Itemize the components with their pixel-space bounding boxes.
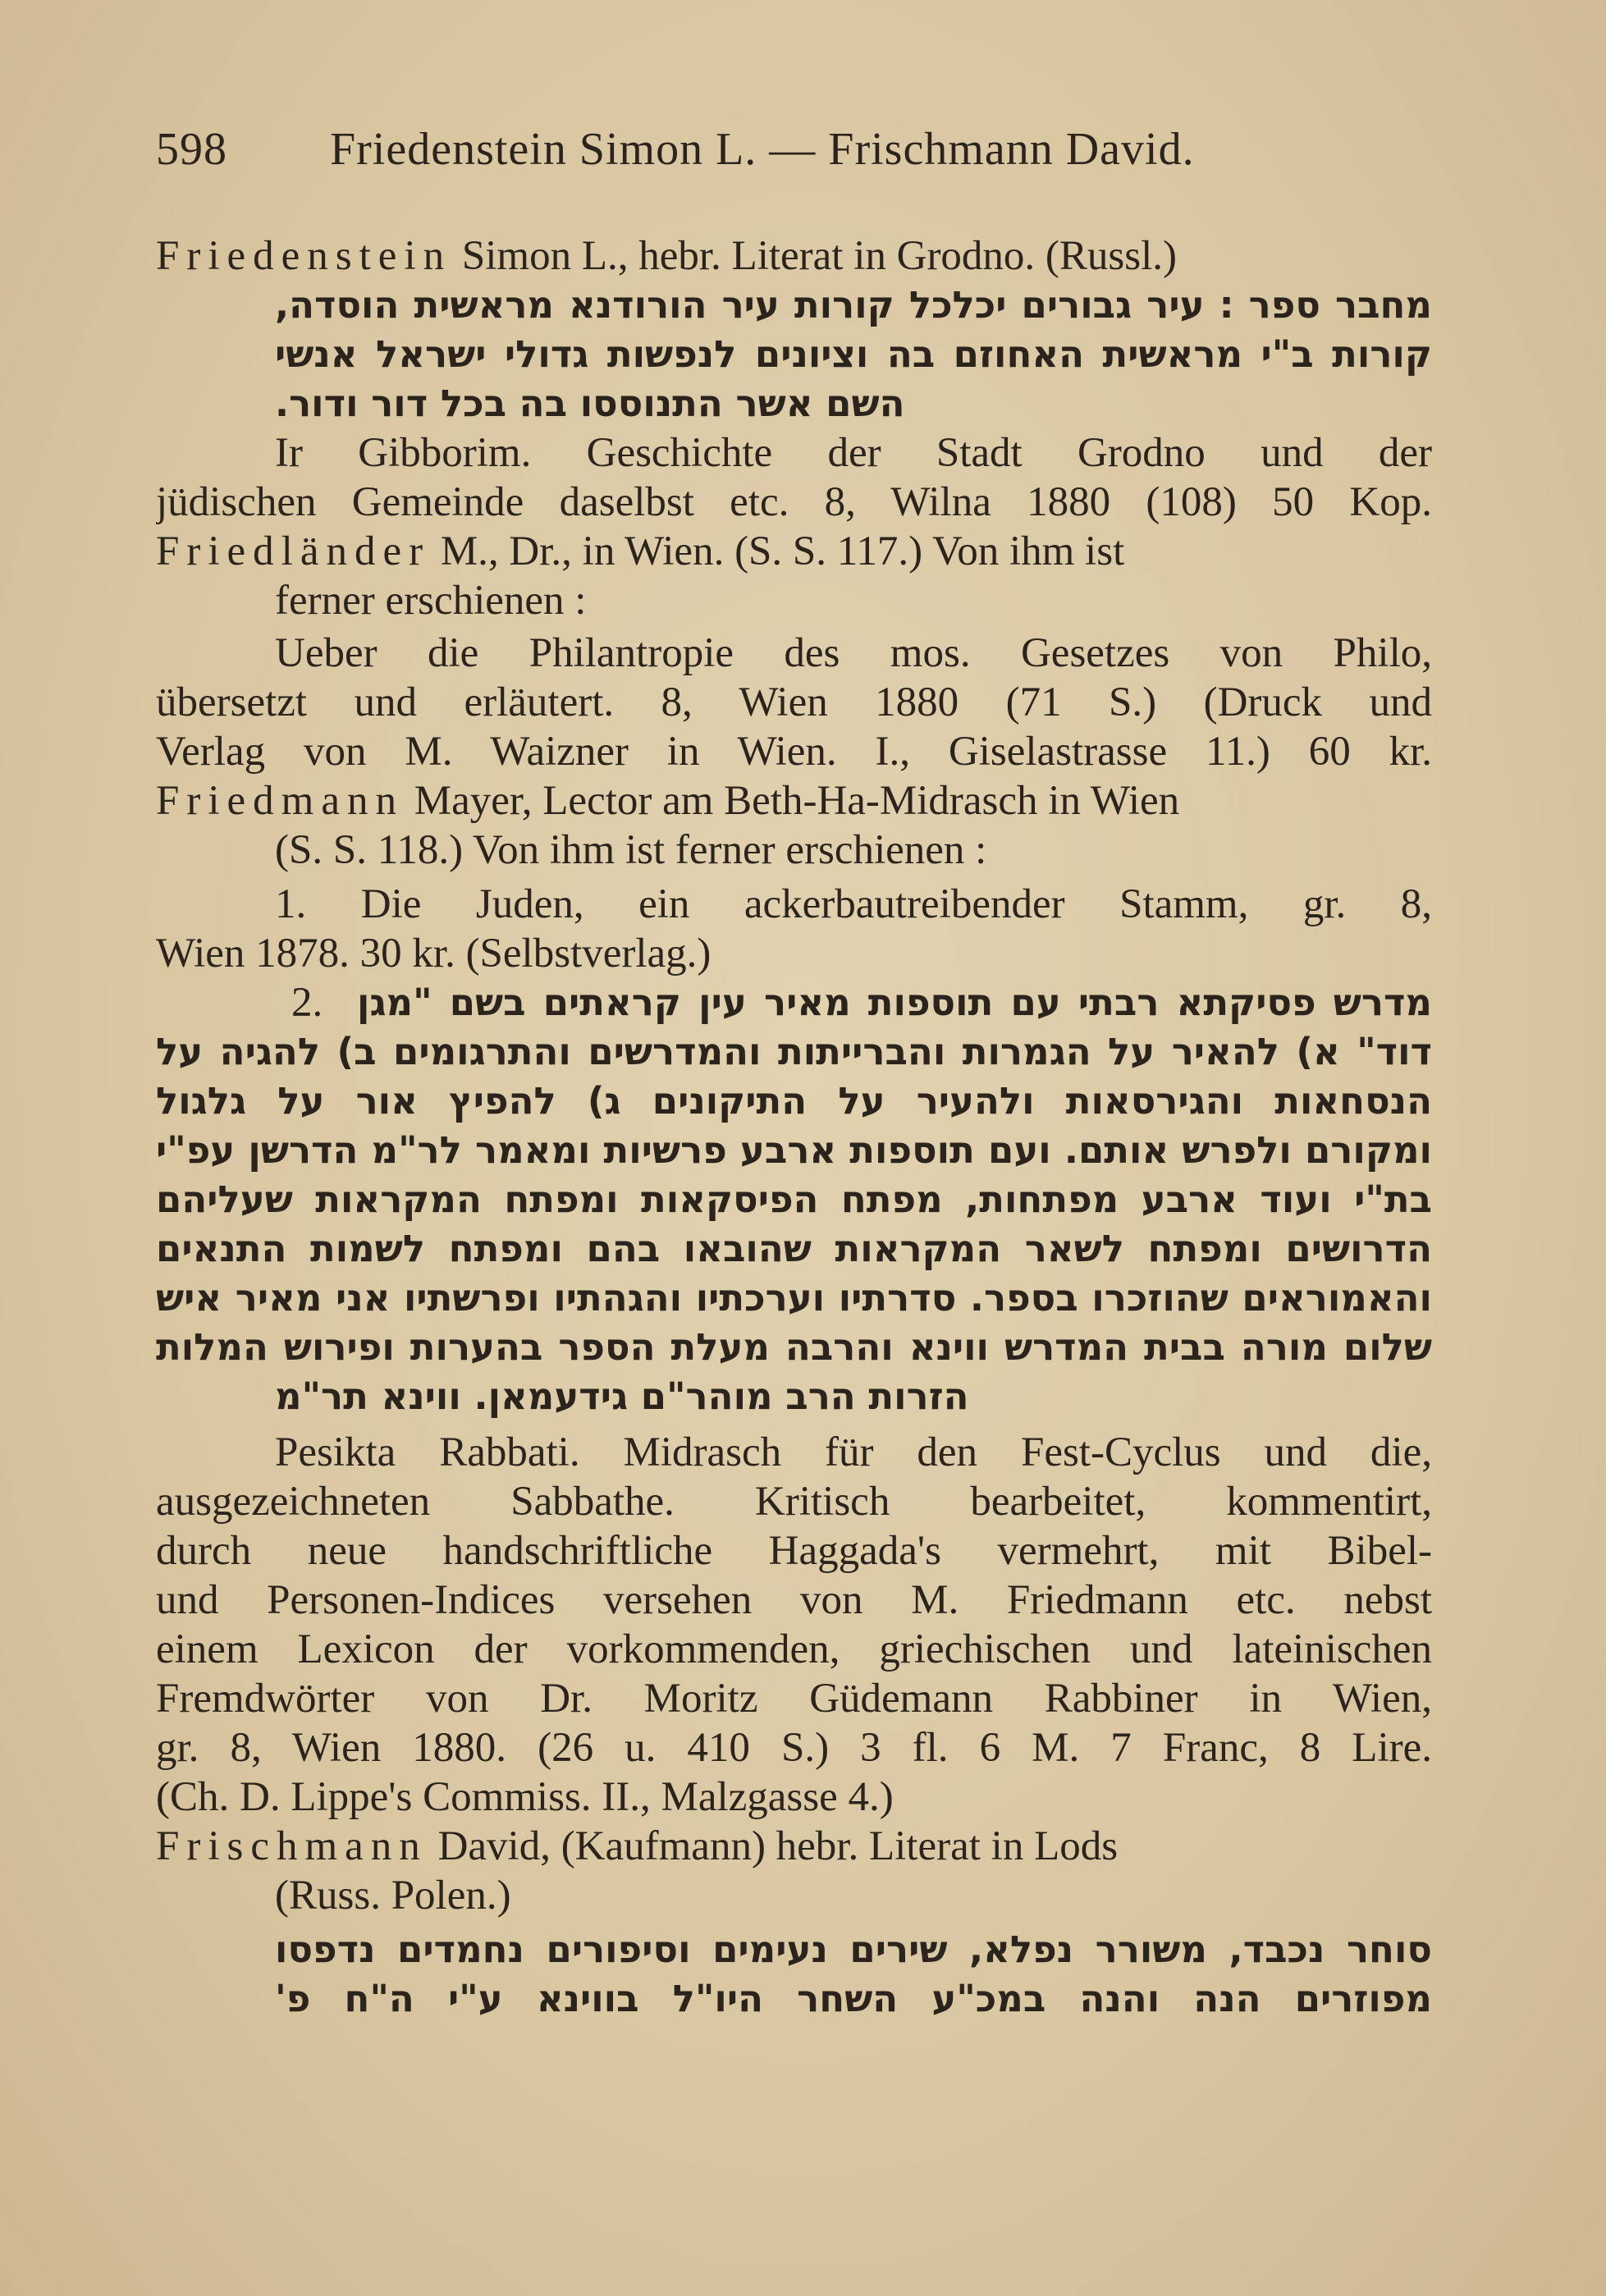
entry-name: Friedenstein bbox=[156, 233, 452, 279]
work-item-1: 1. Die Juden, ein ackerbautreibender Stamm, gr. 8, bbox=[275, 881, 1432, 927]
entry-heading bbox=[156, 231, 1432, 281]
hebrew-line: מחבר ספר : עיר גבורים יכלכל קורות עיר הורודנא מראשית הוסדה, bbox=[275, 283, 1432, 327]
hebrew-line: הדרושים ומפתח לשאר המקראות שהובאו בהם ומפתח לשמות התנאים bbox=[156, 1227, 1432, 1270]
book-detail-line: und Personen-Indices versehen von M. Friedmann etc. nebst bbox=[156, 1577, 1432, 1623]
entry-heading-text: Mayer, Lector am Beth-Ha-Midrasch in Wien bbox=[403, 778, 1180, 824]
book-detail-line: jüdischen Gemeinde daselbst etc. 8, Wilna 1880 (108) 50 Kop. bbox=[156, 479, 1432, 525]
book-title-line: Pesikta Rabbati. Midrasch für den Fest-Cyclus und die, bbox=[275, 1429, 1432, 1475]
entry-friedenstein bbox=[156, 231, 1432, 527]
book-detail-line: ausgezeichneten Sabbathe. Kritisch bearbeitet, kommentirt, bbox=[156, 1479, 1432, 1525]
book-detail-line: einem Lexicon der vorkommenden, griechischen und lateinischen bbox=[156, 1626, 1432, 1672]
hebrew-line: ומקורם ולפרש אותם. ועם תוספות ארבע פרשיות ומאמר לר"מ הדרשן עפ"י bbox=[156, 1128, 1432, 1172]
book-detail-line: durch neue handschriftliche Haggada's vermehrt, mit Bibel- bbox=[156, 1528, 1432, 1574]
page-body bbox=[156, 231, 1432, 2024]
running-title: Friedenstein Simon L. — Frischmann David. bbox=[330, 124, 1195, 175]
entry-heading-cont: (S. S. 118.) Von ihm ist ferner erschienen : bbox=[275, 827, 987, 873]
hebrew-line: סוחר נכבד, משורר נפלא, שירים נעימים וסיפורים נחמדים נדפסו bbox=[275, 1928, 1432, 1971]
hebrew-line: שלום מורה בבית המדרש ווינא והרבה מעלת הספר בהערות ופירוש המלות bbox=[156, 1325, 1432, 1369]
entry-heading bbox=[156, 1822, 1432, 1871]
book-title-line: Ueber die Philantropie des mos. Gesetzes von Philo, bbox=[275, 630, 1432, 676]
book-detail-line: Fremdwörter von Dr. Moritz Güdemann Rabbiner in Wien, bbox=[156, 1676, 1432, 1722]
entry-heading bbox=[156, 776, 1432, 826]
entry-heading bbox=[156, 527, 1432, 576]
book-detail-line: Verlag von M. Waizner in Wien. I., Giselastrasse 11.) 60 kr. bbox=[156, 729, 1432, 775]
book-title-line: Ir Gibborim. Geschichte der Stadt Grodno und der bbox=[275, 430, 1432, 476]
hebrew-line: קורות ב"י מראשית האחוזם בה וציונים לנפשות גדולי ישראל אנשי bbox=[275, 332, 1432, 376]
entry-friedlaender bbox=[156, 527, 1432, 776]
hebrew-line: הנסחאות והגירסאות ולהעיר על התיקונים ג) להפיץ אור על גלגול bbox=[156, 1079, 1432, 1123]
item-number: 2. bbox=[291, 980, 323, 1026]
work-item-2 bbox=[156, 978, 1432, 1027]
entry-heading-text: M., Dr., in Wien. (S. S. 117.) Von ihm ist bbox=[430, 528, 1125, 574]
hebrew-line: השם אשר התנוססו בה בכל דור ודור. bbox=[275, 382, 905, 425]
book-detail-line: (Ch. D. Lippe's Commiss. II., Malzgasse 4.) bbox=[156, 1774, 894, 1820]
hebrew-line: דוד" א) להאיר על הגמרות והברייתות והמדרשים והתרגומים ב) להגיה על bbox=[156, 1030, 1432, 1073]
entry-name: Frischmann bbox=[156, 1823, 428, 1869]
entry-name: Friedmann bbox=[156, 778, 404, 824]
book-detail-line: gr. 8, Wien 1880. (26 u. 410 S.) 3 fl. 6 M. 7 Franc, 8 Lire. bbox=[156, 1725, 1432, 1771]
hebrew-line: והאמוראים שהוזכרו בספר. סדרתיו וערכתיו והגהתיו ופרשתיו אני מאיר איש bbox=[156, 1276, 1432, 1320]
entry-heading-cont: (Russ. Polen.) bbox=[275, 1873, 511, 1919]
hebrew-line: הזרות הרב מוהר"ם גידעמאן. ווינא תר"מ bbox=[275, 1374, 969, 1418]
hebrew-line: מדרש פסיקתא רבתי עם תוספות מאיר עין קראתים בשם "מגן bbox=[357, 981, 1432, 1024]
running-header bbox=[156, 123, 1436, 176]
entry-frischmann bbox=[156, 1822, 1432, 2024]
book-detail-line: übersetzt und erläutert. 8, Wien 1880 (71 S.) (Druck und bbox=[156, 679, 1432, 725]
page-number: 598 bbox=[156, 124, 227, 175]
work-item-1-cont: Wien 1878. 30 kr. (Selbstverlag.) bbox=[156, 931, 711, 976]
entry-heading-cont: ferner erschienen : bbox=[275, 578, 587, 624]
hebrew-line: מפוזרים הנה והנה במכ"ע השחר היו"ל בווינא ע"י ה"ח פ' bbox=[275, 1977, 1432, 2020]
entry-heading-text: David, (Kaufmann) hebr. Literat in Lods bbox=[427, 1823, 1119, 1869]
entry-friedmann bbox=[156, 776, 1432, 1822]
entry-name: Friedländer bbox=[156, 528, 431, 574]
hebrew-line: בת"י ועוד ארבע מפתחות, מפתח הפיסקאות ומפתח המקראות שעליהם bbox=[156, 1178, 1432, 1221]
entry-heading-text: Simon L., hebr. Literat in Grodno. (Russl.) bbox=[451, 233, 1178, 279]
